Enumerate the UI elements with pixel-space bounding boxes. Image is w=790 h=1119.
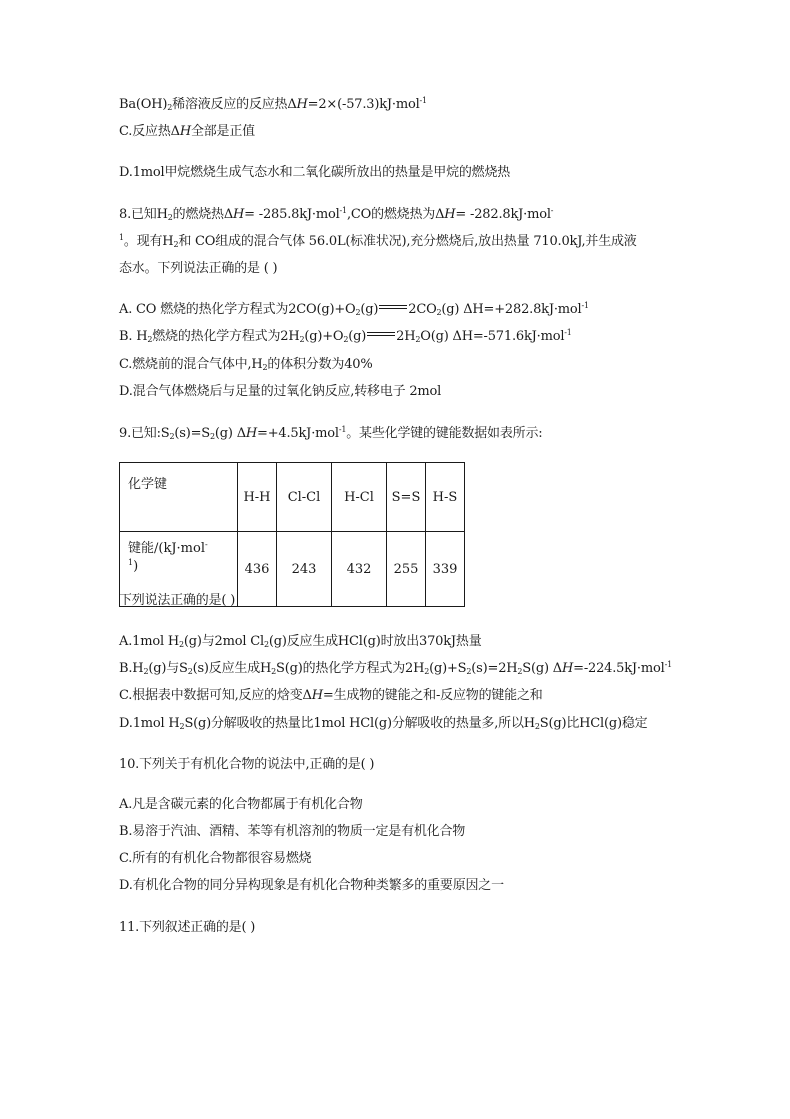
question-8: 8.已知$H_2$的燃烧热ΔH= -285.8kJ·mol$^{-1}$,CO的燃烧热为ΔH= -282.8kJ·mol- (119, 206, 554, 222)
option-d: D.有机化合物的同分异构现象是有机化合物种类繁多的重要原因之一 (119, 878, 504, 893)
bond-energy-table (119, 462, 465, 607)
table-cell: Cl-Cl (277, 463, 332, 532)
option-a: A.凡是含碳元素的化合物都属于有机化合物 (119, 797, 363, 812)
table-cell: H-Cl (332, 463, 387, 532)
option-c: C.所有的有机化合物都很容易燃烧 (119, 851, 312, 866)
option-c: C.燃烧前的混合气体中$,H_2$的体积分数为40% (119, 357, 373, 372)
option-d: D.1mol $H_2S(g)$分解吸收的热量比1mol HCl(g)分解吸收的热量多,所以$H_2S(g)$比HCl(g)稳定 (119, 716, 648, 731)
question-10: 10.下列关于有机化合物的说法中,正确的是( ) (119, 757, 375, 772)
option-b: $B.H_2(g)$与$S_2(s)$反应生成$H_2S(g)$的热化学方程式为$2H_2(g)+S_2(s)=2H_2S(g)$ ΔH=-224.5kJ·mol$^{-1}$ (119, 660, 672, 676)
option-a: A.1mol $H_2(g)$与2mol $Cl_2(g)$反应生成HCl(g)时放出370kJ热量 (119, 634, 482, 649)
table-row (120, 463, 465, 532)
option-d: D.1mol甲烷燃烧生成气态水和二氧化碳所放出的热量是甲烷的燃烧热 (119, 165, 511, 180)
option-c: C.根据表中数据可知,反应的焓变ΔH=生成物的键能之和-反应物的键能之和 (119, 688, 543, 703)
table-cell: S=S (387, 463, 426, 532)
option-b: B.易溶于汽油、酒精、苯等有机溶剂的物质一定是有机化合物 (119, 824, 466, 839)
double-line-equals (379, 302, 407, 312)
option-a: A. CO 燃烧的热化学方程式为$2CO(g)+O_2(g)$ $2CO_2(g)$ ΔH=+282.8kJ·mol$^{-1}$ (119, 301, 589, 317)
option-b: B. $H_2$燃烧的热化学方程式为$2H_2(g)+O_2(g)$ $2H_2O(g)$ ΔH=-571.6kJ·mol$^{-1}$ (119, 328, 572, 344)
table-cell: 255 (387, 532, 426, 607)
table-cell: H-H (238, 463, 277, 532)
table-header-cell: 化学键 (120, 463, 238, 532)
question-8-line3: 态水。下列说法正确的是 ( ) (119, 261, 278, 276)
table-cell: 436 (238, 532, 277, 607)
double-line-equals (367, 329, 395, 339)
table-cell: 339 (426, 532, 465, 607)
option-c: C.反应热ΔH全部是正值 (119, 124, 255, 139)
table-cell: 243 (277, 532, 332, 607)
question-9-prompt: 下列说法正确的是( ) (119, 593, 236, 608)
question-9: 9.已知$:S_2(s)=S_2(g)$ ΔH=+4.5kJ·mol$^{-1}$。某些化学键的键能数据如表所示: (119, 425, 543, 441)
table-cell: H-S (426, 463, 465, 532)
table-header-cell: 键能/(kJ·mol- $^1$) (120, 532, 238, 607)
question-8-line2: $^1$。现有$H_2$和 CO组成的混合气体 56.0L(标准状况),充分燃烧后,放出热量 710.0kJ,并生成液 (119, 233, 637, 249)
table-cell: 432 (332, 532, 387, 607)
question-11: 11.下列叙述正确的是( ) (119, 920, 256, 935)
text-line: $Ba(OH)_2$稀溶液反应的反应热ΔH=2×(-57.3)kJ·mol$^{-1}$ (119, 96, 427, 112)
option-d: D.混合气体燃烧后与足量的过氧化钠反应,转移电子 2mol (119, 384, 442, 399)
